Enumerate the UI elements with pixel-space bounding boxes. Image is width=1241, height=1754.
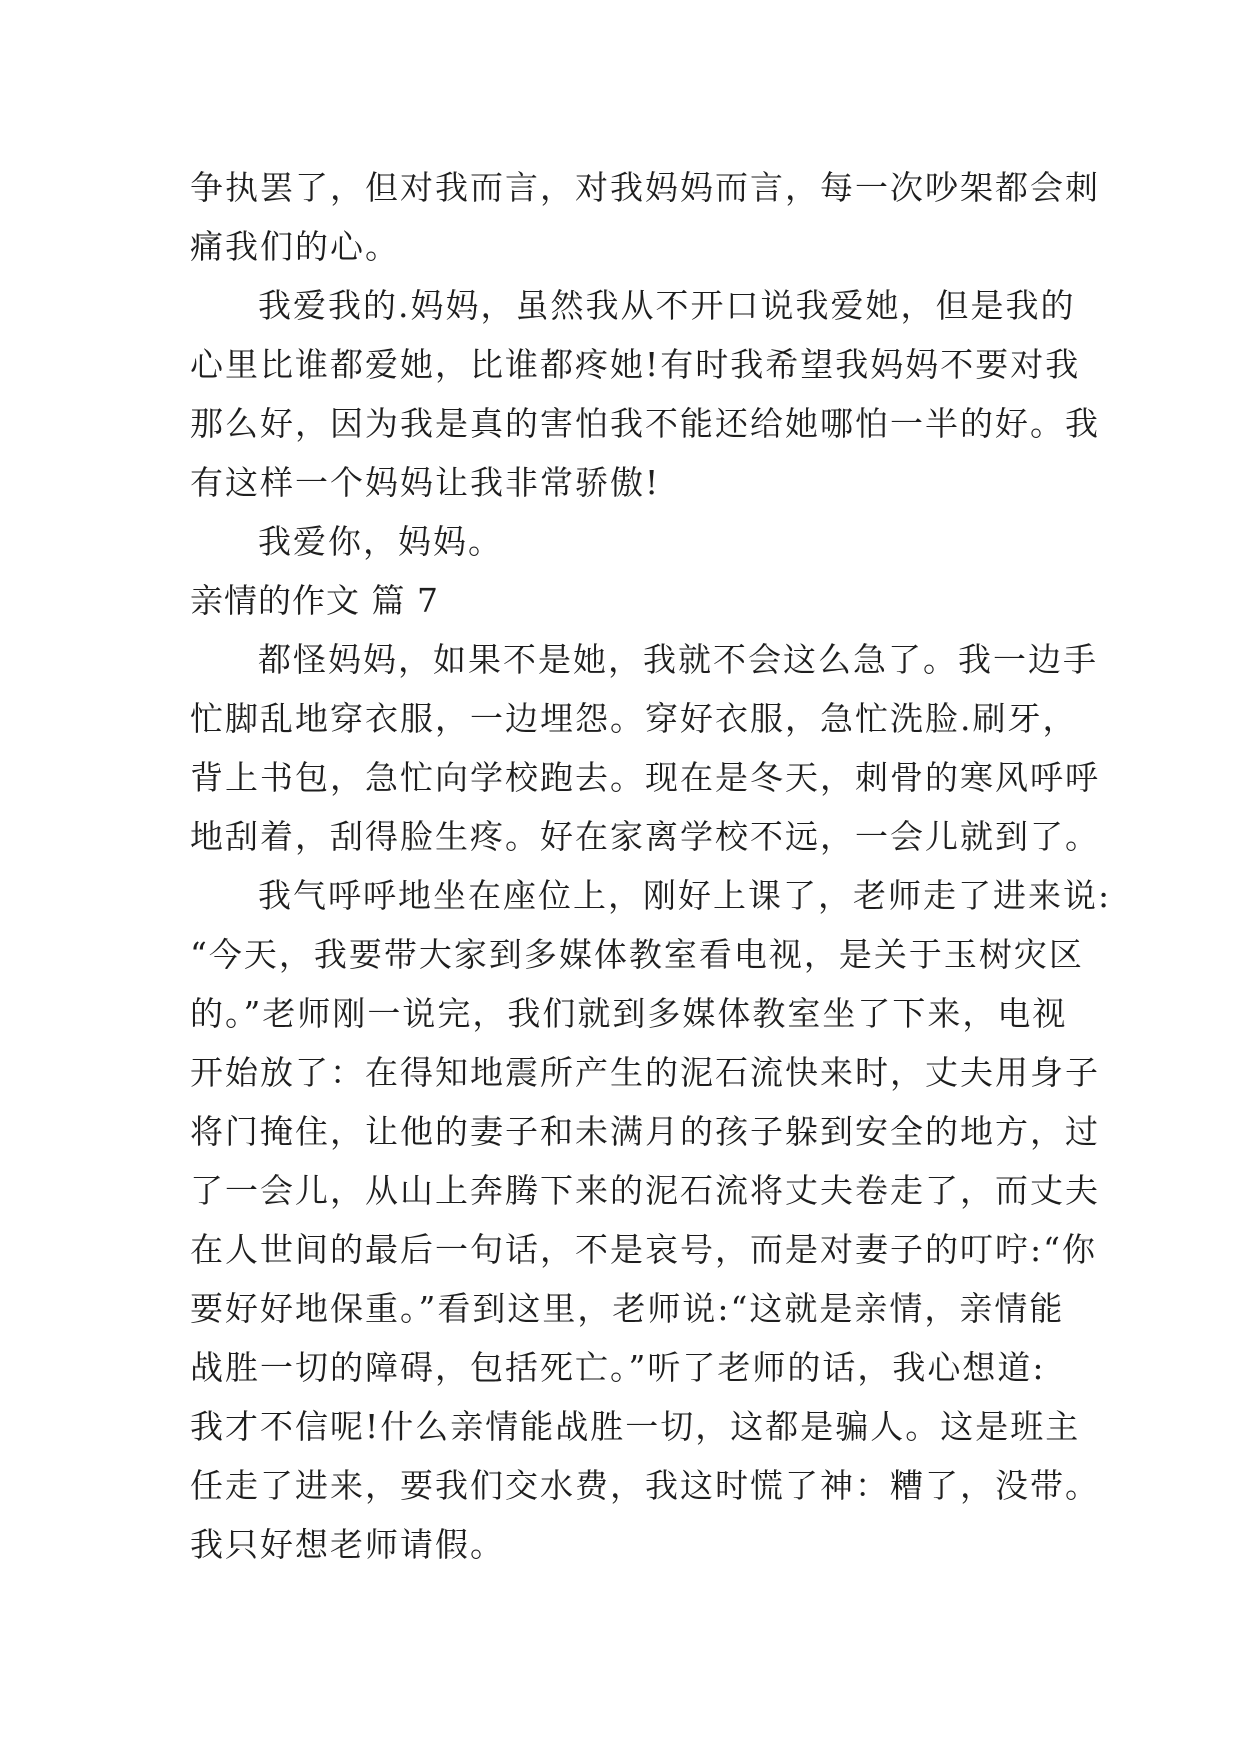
text-line: 心里比谁都爱她，比谁都疼她!有时我希望我妈妈不要对我 (190, 345, 1081, 384)
text-line: 都怪妈妈，如果不是她，我就不会这么急了。我一边手 (258, 640, 1098, 679)
text-line: 我气呼呼地坐在座位上，刚好上课了，老师走了进来说: (258, 876, 1112, 915)
text-line: 有这样一个妈妈让我非常骄傲! (190, 463, 661, 502)
text-line: 开始放了：在得知地震所产生的泥石流快来时，丈夫用身子 (190, 1053, 1100, 1092)
text-line: “今天，我要带大家到多媒体教室看电视，是关于玉树灾区 (190, 935, 1084, 974)
text-line: 我只好想老师请假。 (190, 1525, 505, 1564)
text-line: 忙脚乱地穿衣服，一边埋怨。穿好衣服，急忙洗脸.刷牙， (190, 699, 1078, 738)
text-line: 任走了进来，要我们交水费，我这时慌了神：糟了，没带。 (190, 1466, 1100, 1505)
text-line: 地刮着，刮得脸生疼。好在家离学校不远，一会儿就到了。 (190, 817, 1100, 856)
text-line: 将门掩住，让他的妻子和未满月的孩子躲到安全的地方，过 (190, 1112, 1100, 1151)
text-line: 痛我们的心。 (190, 227, 400, 266)
text-line: 争执罢了，但对我而言，对我妈妈而言，每一次吵架都会刺 (190, 168, 1100, 207)
text-line: 背上书包，急忙向学校跑去。现在是冬天，刺骨的寒风呼呼 (190, 758, 1100, 797)
text-line: 我爱你，妈妈。 (258, 522, 503, 561)
text-line: 那么好，因为我是真的害怕我不能还给她哪怕一半的好。我 (190, 404, 1100, 443)
text-line: 我才不信呢!什么亲情能战胜一切，这都是骗人。这是班主 (190, 1407, 1081, 1446)
text-line: 的。”老师刚一说完，我们就到多媒体教室坐了下来，电视 (190, 994, 1068, 1033)
text-line: 我爱我的.妈妈，虽然我从不开口说我爱她，但是我的 (258, 286, 1076, 325)
text-line: 了一会儿，从山上奔腾下来的泥石流将丈夫卷走了，而丈夫 (190, 1171, 1100, 1210)
text-line: 战胜一切的障碍，包括死亡。”听了老师的话，我心想道: (190, 1348, 1046, 1387)
text-line: 要好好地保重。”看到这里，老师说:“这就是亲情，亲情能 (190, 1289, 1065, 1328)
section-heading: 亲情的作文 篇 7 (190, 581, 439, 620)
text-line: 在人世间的最后一句话，不是哀号，而是对妻子的叮咛:“你 (190, 1230, 1097, 1269)
document-body (190, 158, 1112, 1574)
